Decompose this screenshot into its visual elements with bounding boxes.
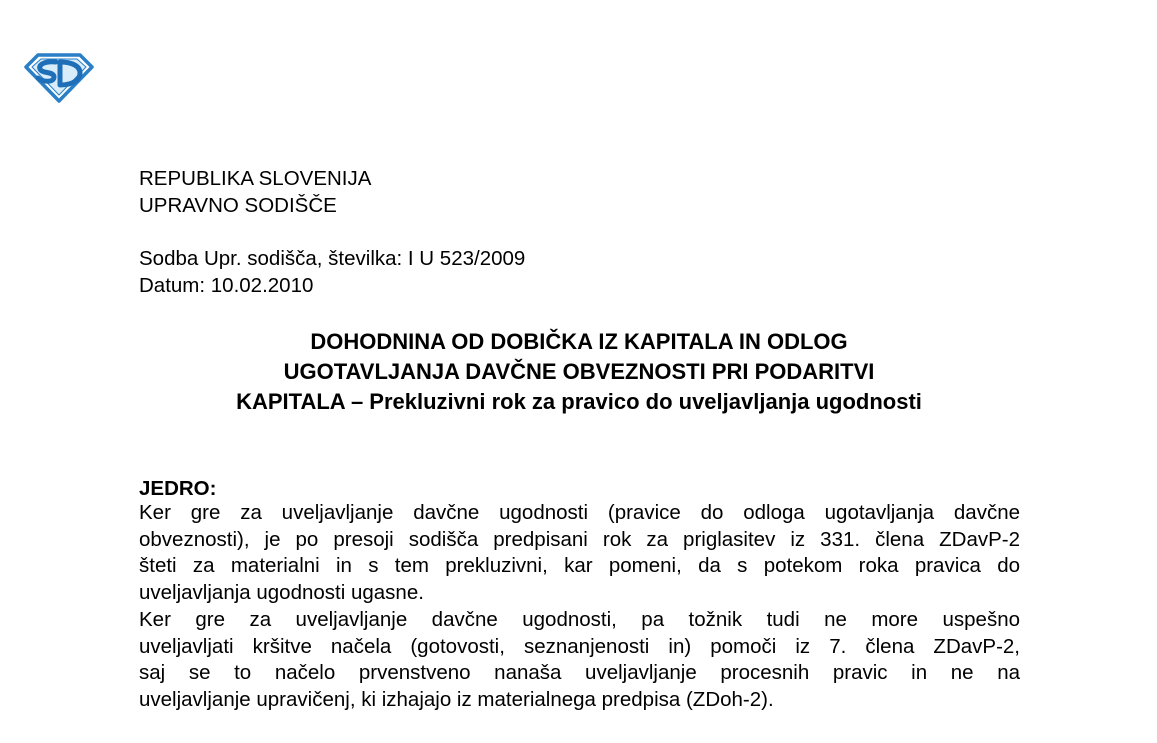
text-line: uveljavljanje upravičenj, ki izhajajo iz materialnega predpisa (ZDoh-2).: [139, 688, 774, 712]
decision-date: Datum: 10.02.2010: [139, 274, 314, 297]
court-country: REPUBLIKA SLOVENIJA: [139, 167, 372, 190]
court-name: UPRAVNO SODIŠČE: [139, 194, 337, 217]
sd-shield-logo-icon: [22, 49, 96, 104]
jedro-paragraph-2: [139, 607, 1020, 714]
text-line: uveljavljati kršitve načela (gotovosti, seznanjenosti in) pomoči iz 7. člena ZDavP-2,: [139, 634, 1020, 658]
title-line: DOHODNINA OD DOBIČKA IZ KAPITALA IN ODLOG: [310, 329, 848, 354]
text-line: uveljavljanja ugodnosti ugasne.: [139, 581, 424, 605]
text-line: obveznosti), je po presoji sodišča predpisani rok za priglasitev iz 331. člena ZDavP-2: [139, 527, 1020, 551]
case-number: Sodba Upr. sodišča, številka: I U 523/2009: [139, 247, 526, 270]
text-line: šteti za materialni in s tem prekluzivni, kar pomeni, da s potekom roka pravica do: [139, 554, 1020, 578]
title-line: UGOTAVLJANJA DAVČNE OBVEZNOSTI PRI PODARITVI: [283, 359, 875, 384]
text-line: Ker gre za uveljavljanje davčne ugodnosti (pravice do odloga ugotavljanja davčne: [139, 501, 1020, 524]
document-title: [100, 327, 1058, 417]
title-line: KAPITALA – Prekluzivni rok za pravico do uveljavljanja ugodnosti: [236, 389, 922, 414]
text-line: saj se to načelo prvenstveno nanaša uveljavljanje procesnih pravic in ne na: [139, 661, 1020, 685]
jedro-paragraph-1: [139, 500, 1020, 607]
jedro-heading: JEDRO:: [139, 477, 217, 500]
text-line: Ker gre za uveljavljanje davčne ugodnosti, pa tožnik tudi ne more uspešno: [139, 608, 1020, 631]
